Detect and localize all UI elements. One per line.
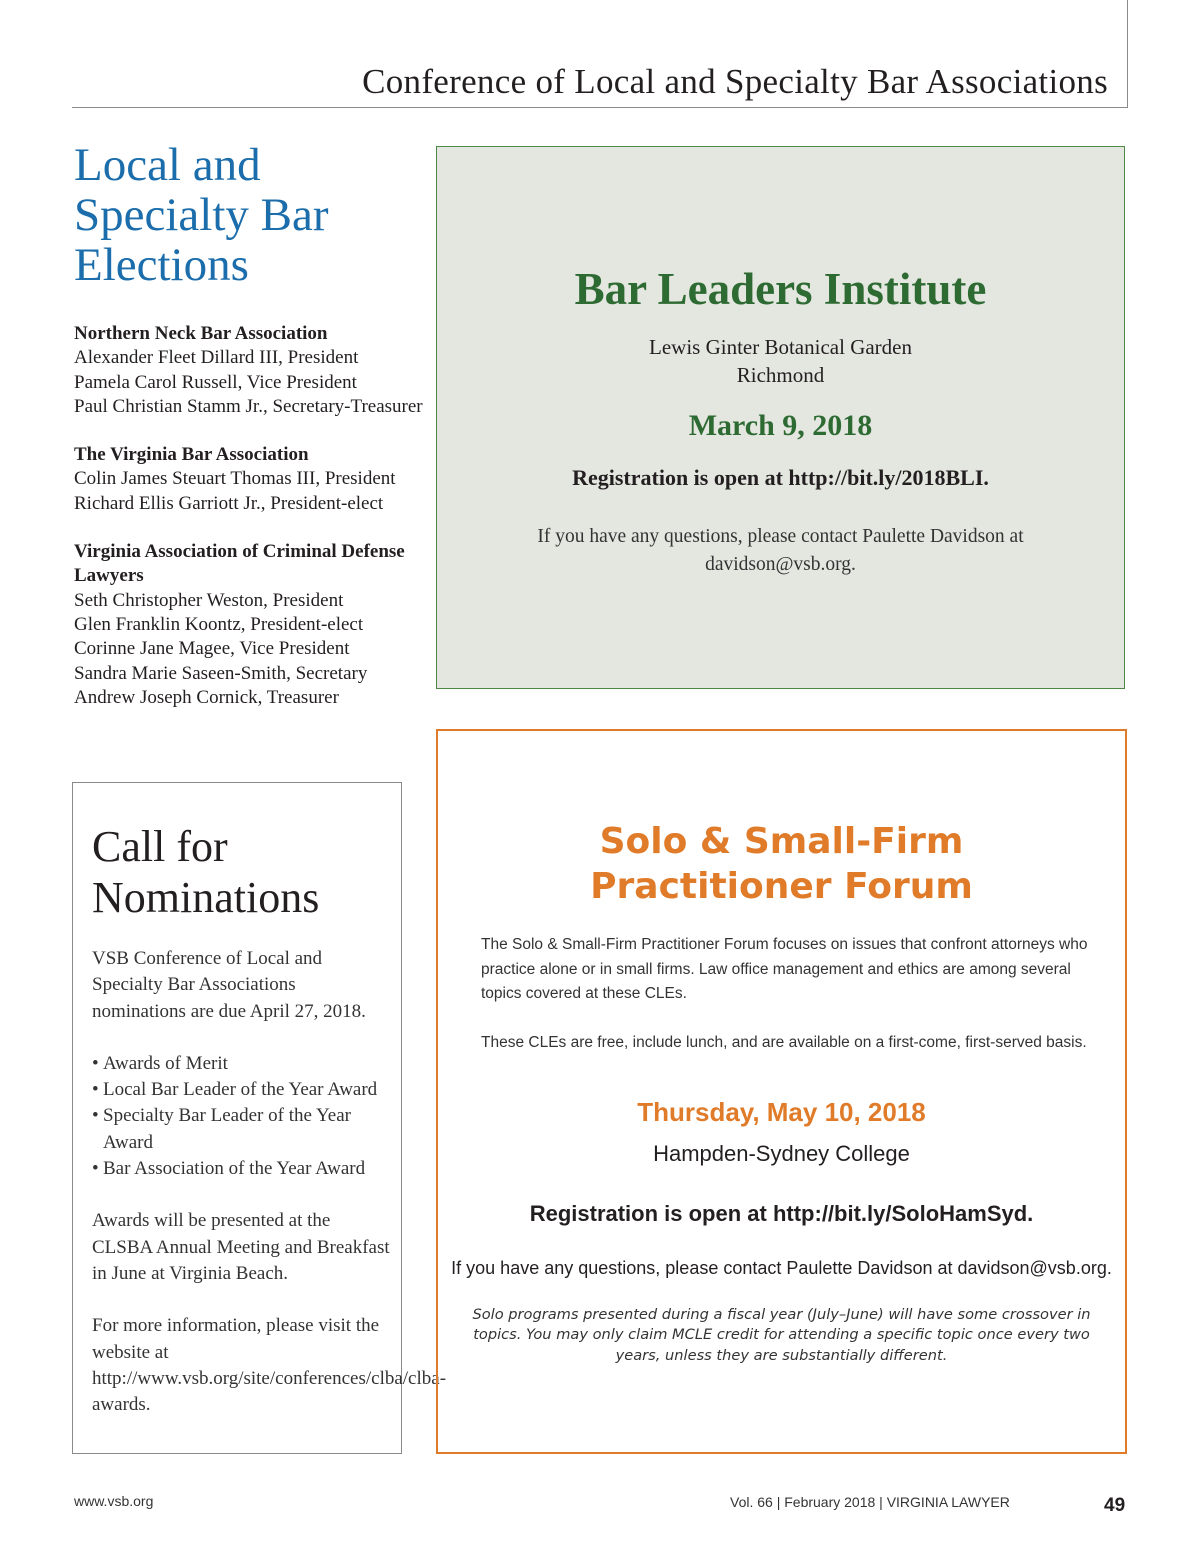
bar-leaders-institute-box — [436, 146, 1125, 689]
solo-description-block — [481, 933, 1101, 1079]
awards-list — [92, 1051, 392, 1182]
solo-contact: If you have any questions, please contact Paulette Davidson at davidson@vsb.org. — [451, 1258, 1112, 1278]
award-item — [92, 1077, 392, 1103]
bullet-icon: • — [92, 1158, 99, 1180]
call-for-nominations-box — [72, 782, 447, 1454]
officer-entry: Paul Christian Stamm Jr., Secretary-Treasurer — [74, 395, 423, 417]
nominations-presentation: Awards will be presented at the CLSBA Annual Meeting and Breakfast in June at Virginia Beach. — [92, 1210, 390, 1284]
officer-entry: Colin James Steuart Thomas III, President — [74, 468, 396, 490]
award-item — [92, 1103, 392, 1156]
award-item — [92, 1156, 392, 1182]
nominations-title: Call for Nominations — [92, 822, 320, 922]
association-name: Northern Neck Bar Association — [74, 323, 328, 344]
nominations-body — [92, 946, 447, 1444]
award-label: Local Bar Leader of the Year Award — [103, 1079, 378, 1101]
nominations-intro: VSB Conference of Local and Specialty Bar Associations nominations are due April 27, 2018. — [92, 948, 366, 1022]
solo-title-line-2: Practitioner Forum — [590, 866, 973, 907]
solo-title-line-1: Solo & Small-Firm — [599, 821, 964, 862]
bli-city: Richmond — [736, 363, 825, 387]
officer-entry: Pamela Carol Russell, Vice President — [74, 371, 357, 393]
page-number: 49 — [1104, 1495, 1126, 1516]
solo-registration: Registration is open at http://bit.ly/SoloHamSyd. — [529, 1201, 1034, 1226]
award-item — [92, 1051, 392, 1077]
solo-free-note: These CLEs are free, include lunch, and are available on a first-come, first-served basis. — [481, 1033, 1087, 1051]
bullet-icon: • — [92, 1079, 99, 1101]
bullet-icon: • — [92, 1105, 99, 1127]
elections-title: Local and Specialty Bar Elections — [74, 139, 329, 291]
bli-date: March 9, 2018 — [688, 409, 873, 442]
header-rule — [72, 107, 1128, 108]
solo-title — [438, 819, 1125, 909]
officer-entry: Richard Ellis Garriott Jr., President-elect — [74, 492, 384, 514]
bli-contact: If you have any questions, please contact Paulette Davidson at davidson@vsb.org. — [537, 526, 1024, 575]
solo-venue: Hampden-Sydney College — [653, 1141, 910, 1166]
officer-entry: Corinne Jane Magee, Vice President — [74, 638, 350, 660]
solo-credit-note: Solo programs presented during a fiscal year (July–June) will have some crossover in topics. You may only claim MCLE credit for attending a specific topic once every two years, unless they are substantially different. — [472, 1306, 1091, 1364]
bli-location — [437, 333, 1124, 389]
award-label: Specialty Bar Leader of the Year Award — [103, 1105, 351, 1153]
officer-entry: Glen Franklin Koontz, President-elect — [74, 613, 364, 635]
footer-website: www.vsb.org — [74, 1493, 154, 1509]
association-block — [74, 540, 424, 710]
officer-entry: Alexander Fleet Dillard III, President — [74, 347, 359, 369]
association-name: The Virginia Bar Association — [74, 444, 309, 466]
running-header-title: Conference of Local and Specialty Bar Associations — [362, 62, 1108, 101]
header-vertical-rule — [1127, 0, 1128, 108]
bli-registration: Registration is open at http://bit.ly/2018BLI. — [572, 465, 989, 490]
award-label: Bar Association of the Year Award — [103, 1158, 366, 1180]
association-name: Virginia Association of Criminal Defense Lawyers — [74, 541, 405, 587]
association-block — [74, 322, 424, 419]
officer-entry: Sandra Marie Saseen-Smith, Secretary — [74, 662, 368, 684]
bli-venue: Lewis Ginter Botanical Garden — [649, 335, 912, 359]
solo-description: The Solo & Small-Firm Practitioner Forum focuses on issues that confront attorneys who practice alone or in small firms. Law office management and ethics are among several topics covered at these CLEs. — [481, 936, 1088, 1003]
elections-list — [74, 322, 424, 734]
footer-issue: Vol. 66 | February 2018 | VIRGINIA LAWYER — [730, 1494, 1010, 1510]
award-label: Awards of Merit — [103, 1052, 228, 1074]
officer-entry: Andrew Joseph Cornick, Treasurer — [74, 686, 339, 708]
association-block — [74, 443, 424, 516]
bli-title: Bar Leaders Institute — [574, 264, 987, 314]
officer-entry: Seth Christopher Weston, President — [74, 589, 344, 611]
nominations-more-info: For more information, please visit the website at http://www.vsb.org/site/conferences/clba/clba-awards. — [92, 1315, 447, 1416]
solo-forum-box — [436, 729, 1127, 1454]
solo-date: Thursday, May 10, 2018 — [637, 1097, 926, 1127]
bullet-icon: • — [92, 1052, 99, 1074]
